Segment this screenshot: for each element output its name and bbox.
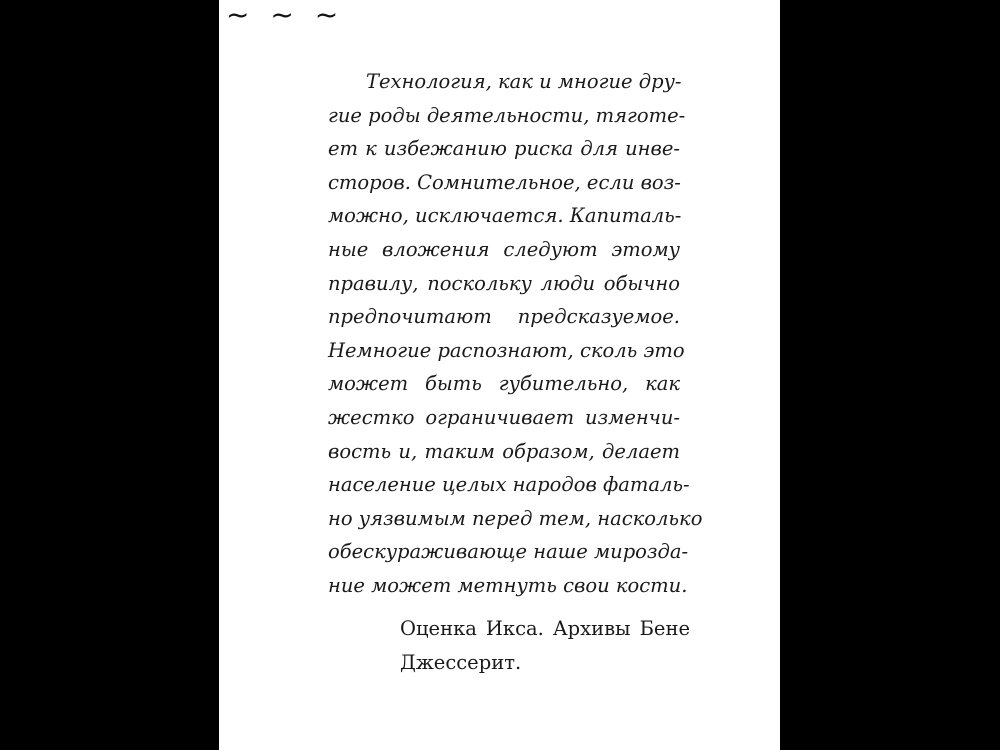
epigraph-line: Немногие распознают, сколь это [328,338,685,362]
attribution-line: Оценка Икса. Архивы Бене [400,617,690,640]
book-page [219,0,780,750]
epigraph-line: ние может метнуть свои кости. [328,573,688,597]
epigraph-line: правилу, поскольку люди обычно [328,271,680,295]
epigraph-line: ные вложения следуют этому [328,237,680,261]
epigraph-line: обескураживающе наше мирозда- [328,540,689,564]
attribution-line: Джессерит. [400,650,522,674]
epigraph-line: Технология, как и многие дру- [366,70,682,93]
epigraph-line: может быть губительно, как [328,372,680,396]
section-ornament: ~ ~ ~ [226,0,345,31]
epigraph-line: население целых народов фаталь- [328,473,690,497]
epigraph-line: вость и, таким образом, делает [328,439,680,463]
epigraph-line: но уязвимым перед тем, насколько [328,506,703,530]
epigraph-attribution [400,612,690,679]
epigraph-line: жестко ограничивает изменчи- [328,405,680,429]
epigraph-line: ет к избежанию риска для инве- [328,137,680,161]
epigraph-line: можно, исключается. Капиталь- [328,204,682,228]
epigraph-text [328,65,703,603]
epigraph-line: сторов. Сомнительное, если воз- [328,170,681,194]
epigraph-line: предпочитают предсказуемое. [328,305,680,329]
epigraph-line: гие роды деятельности, тяготе- [328,103,686,127]
